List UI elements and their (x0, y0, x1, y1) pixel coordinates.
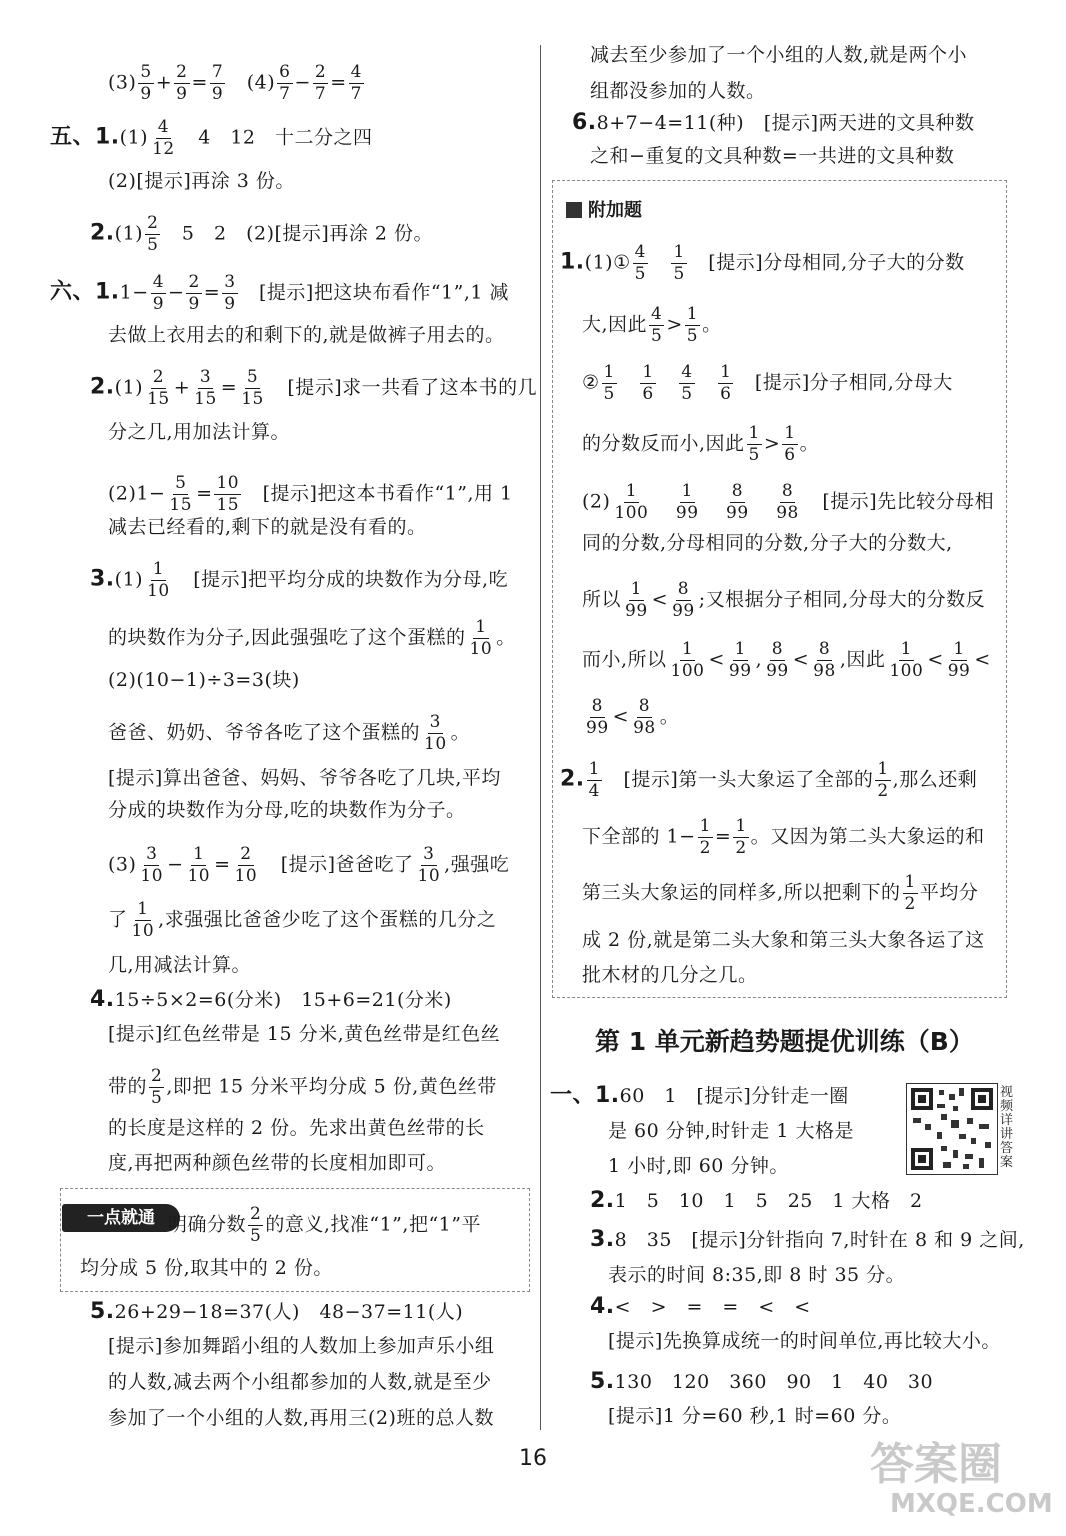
left-answer-line: 五、1.(1) $\frac{4}{12}$ 4 12 十二分之四 (50, 117, 373, 159)
qr-code-label: 视频详讲答案 (1000, 1085, 1014, 1170)
left-answer-line: [提示]算出爸爸、妈妈、爷爷各吃了几块,平均 (108, 767, 501, 789)
watermark (870, 1440, 1053, 1518)
right-answer-line: 组都没参加的人数。 (590, 80, 766, 102)
left-answer-line: 分之几,用加法计算。 (108, 421, 291, 443)
square-icon (566, 202, 582, 218)
right-answer-line: 大,因此 $\frac{4}{5}$ > $\frac{1}{5}$ 。 (582, 304, 722, 346)
left-answer-line: 5.26+29−18=37(人) 48−37=11(人) (90, 1299, 464, 1324)
left-answer-line: 度,再把两种颜色丝带的长度相加即可。 (108, 1152, 447, 1174)
left-answer-line: 减去已经看的,剩下的就是没有看的。 (108, 516, 427, 538)
right-answer-line: $\frac{8}{99}$ < $\frac{8}{98}$ 。 (586, 696, 680, 738)
right-answer-line: 批木材的几分之几。 (582, 964, 758, 986)
right-answer-line: 1.(1)① $\frac{4}{5}$ $\frac{1}{5}$ [提示]分母相同,分子大的分数 (560, 242, 965, 284)
qr-code-image[interactable] (906, 1083, 998, 1175)
right-answer-line: 下全部的 1− $\frac{1}{2}$ = $\frac{1}{2}$ 。又因为第二头大象运的和 (582, 816, 985, 858)
right-answer-line: 减去至少参加了一个小组的人数,就是两个小 (590, 44, 968, 66)
column-divider (540, 45, 541, 1430)
right-answer-line: 1 小时,即 60 分钟。 (608, 1155, 789, 1177)
left-answer-line: [提示]红色丝带是 15 分米,黄色丝带是红色丝 (108, 1023, 501, 1045)
left-answer-line: (2)[提示]再涂 3 份。 (108, 170, 295, 192)
left-answer-line: (3) $\frac{5}{9}$ + $\frac{2}{9}$ = $\frac{7}{9}$ (4) $\frac{6}{7}$ − $\frac{2}{7}$ = $\frac{4}{7}$ (108, 62, 362, 104)
right-answer-line: 成 2 份,就是第二头大象和第三头大象各运了这 (582, 929, 985, 951)
right-answer-line: 2.1 5 10 1 5 25 1 大格 2 (590, 1188, 923, 1213)
left-answer-line: 参加了一个小组的人数,再用三(2)班的总人数 (108, 1407, 494, 1429)
left-answer-line: 明确分数 $\frac{2}{5}$ 的意义,找准“1”,把“1”平 (168, 1204, 481, 1246)
left-answer-line: 2.(1) $\frac{2}{5}$ 5 2 (2)[提示]再涂 2 份。 (90, 213, 434, 255)
left-answer-line: 带的 $\frac{2}{5}$ ,即把 15 分米平均分成 5 份,黄色丝带 (108, 1066, 497, 1108)
left-answer-line: 4.15÷5×2=6(分米) 15+6=21(分米) (90, 987, 452, 1012)
left-answer-line: 几,用减法计算。 (108, 954, 252, 976)
right-answer-line: 3.8 35 [提示]分针指向 7,时针在 8 和 9 之间, (590, 1227, 1025, 1252)
left-answer-line: 均分成 5 份,取其中的 2 份。 (80, 1257, 333, 1279)
left-answer-line: 3.(1) $\frac{1}{10}$ [提示]把平均分成的块数作为分母,吃 (90, 559, 509, 601)
left-answer-line: 的长度是这样的 2 份。先求出黄色丝带的长 (108, 1117, 485, 1139)
extra-questions-heading (566, 197, 642, 225)
page-number: 16 (519, 1446, 547, 1471)
left-answer-line: (2)1− $\frac{5}{15}$ = $\frac{10}{15}$ [提示]把这本书看作“1”,用 1 (108, 473, 513, 515)
left-answer-line: [提示]参加舞蹈小组的人数加上参加声乐小组 (108, 1335, 495, 1357)
section-title: 第 1 单元新趋势题提优训练（B） (595, 1027, 974, 1056)
right-answer-line: (2) $\frac{1}{100}$ $\frac{1}{99}$ $\frac{8}{99}$ $\frac{8}{98}$ [提示]先比较分母相 (582, 481, 995, 523)
right-answer-line: 4.< > = = < < (590, 1294, 811, 1319)
left-answer-line: 分成的块数作为分母,吃的块数作为分子。 (108, 799, 466, 821)
right-answer-line: 是 60 分钟,时针走 1 大格是 (608, 1120, 854, 1142)
right-answer-line: [提示]先换算成统一的时间单位,再比较大小。 (608, 1330, 1001, 1352)
left-answer-line: 去做上衣用去的和剩下的,就是做裤子用去的。 (108, 324, 505, 346)
left-answer-line: 六、1.1− $\frac{4}{9}$ − $\frac{2}{9}$ = $\frac{3}{9}$ [提示]把这块布看作“1”,1 减 (50, 272, 510, 314)
left-answer-line: 的人数,减去两个小组都参加的人数,就是至少 (108, 1371, 492, 1393)
right-answer-line: 5.130 120 360 90 1 40 30 (590, 1369, 934, 1394)
right-answer-line: 第三头大象运的同样多,所以把剩下的 $\frac{1}{2}$ 平均分 (582, 872, 979, 914)
left-answer-line: (3) $\frac{3}{10}$ − $\frac{1}{10}$ = $\frac{2}{10}$ [提示]爸爸吃了 $\frac{3}{10}$ ,强强吃 (108, 844, 510, 886)
watermark-url: MXQE.COM (890, 1489, 1053, 1519)
left-answer-line: 的块数作为分子,因此强强吃了这个蛋糕的 $\frac{1}{10}$ 。 (108, 617, 516, 659)
left-answer-line: 爸爸、奶奶、爷爷各吃了这个蛋糕的 $\frac{3}{10}$ 。 (108, 712, 471, 754)
tip-badge: 一点就通 (62, 1204, 180, 1232)
right-answer-line: 同的分数,分母相同的分数,分子大的分数大, (582, 532, 953, 554)
right-answer-line: 表示的时间 8:35,即 8 时 35 分。 (608, 1264, 906, 1286)
right-answer-line: 而小,所以 $\frac{1}{100}$ < $\frac{1}{99}$ , $\frac{8}{99}$ < $\frac{8}{98}$ ,因此 $\frac{1}{100}$ < $\frac{1}{99}$ < (582, 639, 991, 681)
right-answer-line: 所以 $\frac{1}{99}$ < $\frac{8}{99}$ ;又根据分子相同,分母大的分数反 (582, 579, 986, 621)
watermark-text: 答案圈 (870, 1439, 1002, 1490)
right-answer-line: 一、1.60 1 [提示]分针走一圈 (550, 1083, 849, 1108)
right-answer-line: 的分数反而小,因此 $\frac{1}{5}$ > $\frac{1}{6}$ 。 (582, 423, 820, 465)
left-answer-line: 了 $\frac{1}{10}$ ,求强强比爸爸少吃了这个蛋糕的几分之 (108, 899, 497, 941)
left-answer-line: 2.(1) $\frac{2}{15}$ + $\frac{3}{15}$ = $\frac{5}{15}$ [提示]求一共看了这本书的几 (90, 367, 538, 409)
extra-questions-title: 附加题 (588, 200, 642, 221)
right-answer-line: ② $\frac{1}{5}$ $\frac{1}{6}$ $\frac{4}{5}$ $\frac{1}{6}$ [提示]分子相同,分母大 (582, 362, 953, 404)
right-answer-line: 之和−重复的文具种数=一共进的文具种数 (590, 145, 955, 167)
right-answer-line: 2. $\frac{1}{4}$ [提示]第一头大象运了全部的 $\frac{1}{2}$ ,那么还剩 (560, 759, 978, 801)
right-answer-line: 6.8+7−4=11(种) [提示]两天进的文具种数 (572, 110, 975, 135)
left-answer-line: (2)(10−1)÷3=3(块) (108, 669, 300, 691)
right-answer-line: [提示]1 分=60 秒,1 时=60 分。 (608, 1405, 902, 1427)
